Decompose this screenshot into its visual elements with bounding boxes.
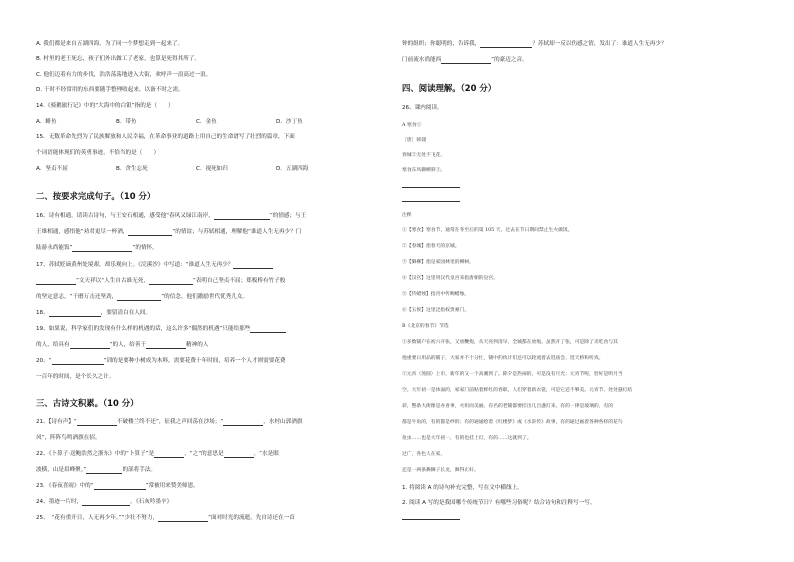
q22-blank-1[interactable]	[154, 451, 184, 458]
right-top-blank-2[interactable]	[441, 57, 491, 64]
q16-text-1: 16、诗有相通。请读古诗句，与王安石相通，感受他“春风又绿江南岸，	[36, 213, 214, 219]
q21-blank-2[interactable]	[223, 419, 263, 426]
passage-line-2: 他重要日用品的铺子，大家并不十分忙，铺中的伙计们还可以轮流着去逛庙会、逛天桥和听戏。	[402, 356, 604, 361]
q24-text-1: 24、墨迹一片时，	[36, 499, 83, 505]
q17-text-3: ”表明自己坚贞不屈；郑板桥有竹子般	[192, 278, 286, 284]
question-15-line1: 15．无数革命先烈为了民族解放和人民幸福，在革命事业的道路上用自己的生命谱写了壮烈的篇章，下面	[36, 134, 295, 140]
q17-blank-2[interactable]	[36, 278, 76, 285]
q14-option-a: A．鲱鱼	[36, 119, 57, 125]
q19-blank-3[interactable]	[146, 342, 186, 349]
q14-option-b: B．带鱼	[116, 119, 137, 125]
q21-blank-1[interactable]	[77, 419, 117, 426]
q16-text-4: ”的情谊；与苏轼相通，理解他“谁道人生无再少？门	[172, 229, 302, 235]
q16-text-3: 王维相通，感悟他“劝君更尽一杯酒，	[36, 229, 129, 235]
notes-title: 注释	[402, 213, 412, 218]
q25-text-1: 25、 “花有重开日，人无再少年。”“少壮不努力，	[36, 515, 159, 521]
q20-line2: 一百年的时间，是个长久之计。	[36, 374, 115, 380]
q23-line	[36, 482, 199, 490]
q17-line1	[36, 261, 273, 269]
q21-line2: 风”，阵阵鸟鸣酒旗在招。	[36, 435, 101, 441]
passage-line-7: 鱼虫……也是大年初一，有的也挂上灯，有的……这就到了。	[402, 436, 532, 441]
q20-text-1: 20、“	[36, 358, 52, 364]
reading-question-1: 1. 将阅读 A 的诗句补充完整，写在文中横线上。	[402, 485, 523, 491]
q19-blank-2[interactable]	[70, 342, 110, 349]
q19-text-3: ”的人，给善于	[109, 342, 147, 348]
q15-option-c: C．视死如归	[196, 166, 228, 172]
q16-text-6: ”的情怀。	[132, 245, 158, 251]
right-top-text-2: ？苏轼却一反以伤感之情，发出了：谁道人生无再少？	[532, 41, 667, 47]
q22-text-4: 波横，山是眉峰聚。”	[36, 467, 87, 473]
q16-blank-2[interactable]	[128, 229, 172, 236]
q24-line	[36, 498, 172, 506]
passage-title: B《北京的春节》节选	[402, 324, 449, 329]
question-15-line2: 个词语能体现们的英勇事迹，不恰当的是（ ）	[36, 150, 160, 156]
q22-text-3: 。“水是眼	[253, 451, 279, 457]
q18-line	[36, 309, 151, 317]
q15-option-d: D．五湖四海	[276, 166, 309, 172]
section-2-heading: 二、按要求完成句子。（10 分）	[36, 191, 156, 201]
q14-option-d: D．沙丁鱼	[276, 119, 303, 125]
q19-blank-1[interactable]	[250, 326, 286, 333]
note-6: ⑥【五侯】这里泛指权贵豪门。	[402, 308, 470, 313]
q22-text-2: ，“之”的意思是	[184, 451, 224, 457]
q17-blank-3[interactable]	[149, 278, 193, 285]
q23-text-1: 23．《春夜喜雨》中的“	[36, 483, 94, 489]
q23-text-2: ”常被用来赞美师恩。	[145, 483, 199, 489]
option-c-line: C. 他们迈着有力的步伐，浩浩荡荡地进入大街，欢呼声一浪高过一浪。	[36, 72, 212, 78]
section-4-heading: 四、阅读理解。（20 分）	[402, 83, 497, 93]
q15-option-a: A．坚贞不屈	[36, 166, 68, 172]
poem-label: A 寒食①	[402, 123, 422, 128]
q16-blank-1[interactable]	[214, 213, 270, 220]
reading-answer-line[interactable]	[402, 519, 460, 520]
q16-line1	[36, 212, 306, 220]
q21-text-1: 21、【诗有声】“	[36, 419, 77, 425]
q20-line1	[36, 357, 286, 365]
q20-text-2: ”训的是要种小树成为木料，需要花费十年时间，培养一个人才则需要花费	[103, 358, 286, 364]
poem-blank-line-1[interactable]	[402, 187, 460, 188]
passage-line-4: 空。大年初一是体面的，家家门前贴着鲜红的春联，人们穿着新衣裳，可是它还不够美。元宵节，处处悬灯结	[402, 388, 633, 393]
note-5: ⑤【传蜡烛】指宫中传赐蜡烛。	[402, 292, 470, 297]
q22-blank-3[interactable]	[86, 467, 122, 474]
q19-text-2: 的人，给具有	[36, 342, 70, 348]
q18-text-2: ，要留清白在人间。	[100, 310, 152, 316]
q17-text-5: ”的信念。他们激励世代优秀儿女。	[161, 294, 249, 300]
q16-text-2: ”的情感；与王	[269, 213, 307, 219]
passage-line-6: 都是牛角的，有的都是纱的；有的通通绘着《红楼梦》或《水浒传》故事，有的通过画着各种各样的花鸟	[402, 420, 623, 425]
q19-line1	[36, 325, 286, 333]
right-top-text-4: ”的豪迈之音。	[491, 57, 528, 63]
q24-text-2: 。《石灰吟墨辛》	[130, 499, 173, 505]
q22-text-5: 的部将手法。	[122, 467, 157, 473]
q25-blank[interactable]	[158, 515, 208, 522]
q16-blank-3[interactable]	[72, 245, 132, 252]
passage-line-8: 过广，各色人在家，	[402, 452, 446, 457]
question-26: 26、课内阅读。	[402, 105, 443, 111]
q17-line3	[36, 293, 248, 301]
q16-text-5: 陆游永尚能饭”	[36, 245, 73, 251]
poem-blank-line-2[interactable]	[402, 201, 460, 202]
q21-line1	[36, 418, 302, 426]
right-top-text-3: 门前流水尚能西	[402, 57, 442, 63]
passage-line-3: ②元宵（汤圆）上市，新年的又一个高潮到了。除夕是热闹的，可是没有月光；元宵节呢，恰好是明月当	[402, 372, 623, 377]
q22-line1	[36, 450, 279, 458]
q14-option-c: C．金鱼	[196, 119, 217, 125]
passage-line-9: 还是一两条舞狮子长龙，舞得正好。	[402, 468, 479, 473]
q19-text-4: 精神的人	[186, 342, 209, 348]
option-a-line: A. 我们都是来自五湖四海，为了同一个梦想走到一起来了。	[36, 41, 184, 47]
q18-blank[interactable]	[49, 310, 101, 317]
q19-line2	[36, 341, 208, 349]
q25-text-2: ”面对时光的流逝，先自诗还在一首	[208, 515, 295, 521]
option-b-line: B. 村里的老王死忘，孩子们外出做工了老家，也算是死得其所了。	[36, 56, 201, 62]
q25-line	[36, 514, 295, 522]
q24-blank[interactable]	[82, 499, 130, 506]
q22-blank-2[interactable]	[224, 451, 254, 458]
q16-line3	[36, 244, 158, 252]
section-3-heading: 三、古诗文积累。（10 分）	[36, 398, 139, 408]
note-1: ①【寒食】寒食节，通常在冬至后的第 105 天，过去在节日期间禁止生火做饭。	[402, 228, 573, 233]
poem-line-1: 春城②无处不飞花，	[402, 153, 446, 158]
poem-author: ［唐］韩翃	[402, 138, 426, 143]
passage-line-5: 彩，整条大街像是办喜事，火炽而美丽。有名的老铺都要挂出几百盏灯来，有的一律是玻璃的，有的	[402, 404, 614, 409]
q17-line2	[36, 277, 285, 285]
q20-blank[interactable]	[52, 358, 104, 365]
q16-line2	[36, 228, 301, 236]
q21-text-2: 不破楼兰终不还”，征我之声回荡在沙场；“	[116, 419, 224, 425]
right-top-blank-1[interactable]	[480, 41, 532, 48]
question-14: 14.《骑鹅旅行记》中的“大海中的白银”指的是（ ）	[36, 103, 174, 109]
q17-text-2: ”文天祥以“人生自古谁无死，	[76, 278, 149, 284]
q22-line2	[36, 466, 156, 474]
q17-text-4: 的坚定意志，“千磨万击还坚劲，	[36, 294, 118, 300]
note-2: ②【春城】指春天的京城。	[402, 244, 460, 249]
q18-text-1: 18、	[36, 310, 49, 316]
right-top-line2	[402, 56, 528, 64]
q23-blank[interactable]	[94, 483, 146, 490]
note-3: ③【御柳】指皇家园林里的柳树。	[402, 260, 474, 265]
q17-text-1: 17、苏轼贬谪黄州处境艰，却乐观向上。《浣溪沙》中写道：“谁道人生无再少？	[36, 262, 234, 268]
q15-option-b: B．舍生忘死	[116, 166, 148, 172]
right-top-text-1: 钟的组织；你聪明的，告诉我，	[402, 41, 481, 47]
q22-text-1: 22、《卜算子·送鲍浩然之浙东》中的“卜算子”是	[36, 451, 155, 457]
passage-line-1: ①多数铺户在初六开张，又放鞭炮，从天亮到清早，全城都在放炮。虽然开了张，可是除了卖吃食与其	[402, 340, 618, 345]
q17-blank-4[interactable]	[117, 294, 161, 301]
poem-line-2: 寒食东风御柳斜③。	[402, 168, 446, 173]
q17-blank-1[interactable]	[233, 262, 273, 269]
note-4: ④【汉宫】这里用汉代皇宫来指唐朝的皇宫。	[402, 276, 498, 281]
right-top-line1	[402, 40, 667, 48]
reading-question-2: 2. 阅读 A 写的是我国哪个传统节日？有哪些习俗呢？结合诗句和注释写一写。	[402, 500, 596, 506]
option-d-line: D. 干时不经常用的东西要随手整理收起来，以备不时之需。	[36, 87, 184, 93]
q21-text-3: ，水村山郭酒旗	[263, 419, 303, 425]
q19-text-1: 19、如果说，科学家们的发现有什么样的机遇的话，这么许多“偶然的机遇”只能给那些	[36, 326, 251, 332]
